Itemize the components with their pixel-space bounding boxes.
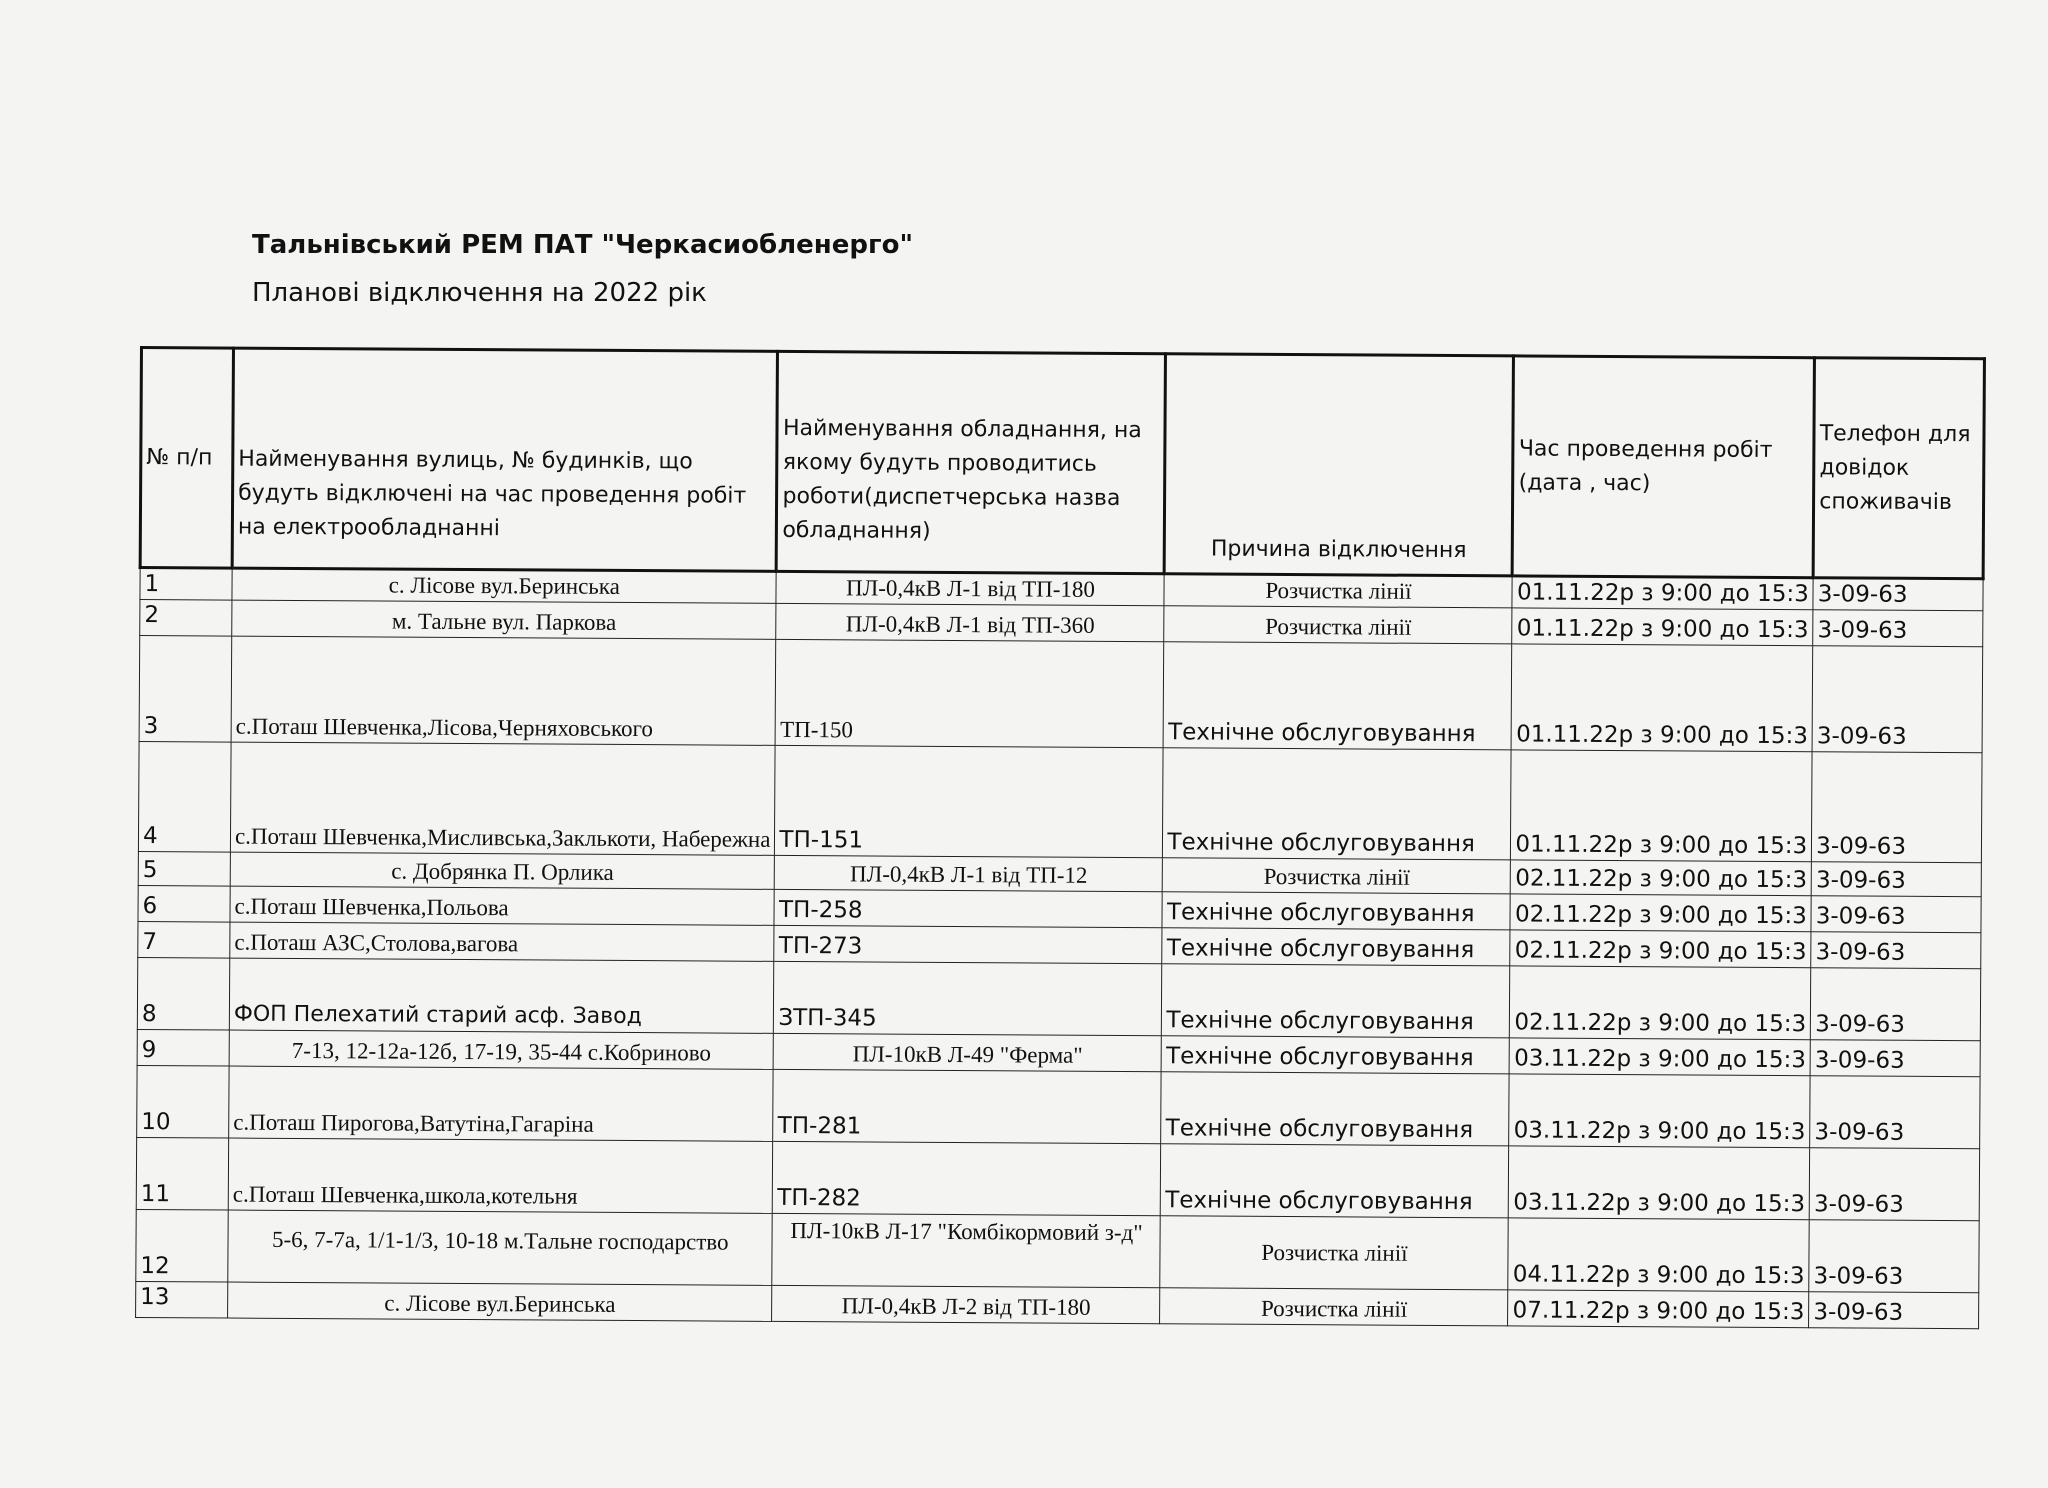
row-number: 12 bbox=[136, 1209, 228, 1282]
table-row bbox=[137, 1065, 1981, 1148]
row-streets: с.Поташ Шевченка,школа,котельня bbox=[228, 1138, 773, 1213]
row-equipment: ТП-258 bbox=[774, 889, 1162, 927]
row-streets: с.Поташ Пирогова,Ватутіна,Гагаріна bbox=[229, 1066, 774, 1141]
row-equipment: ТП-282 bbox=[773, 1141, 1161, 1215]
row-equipment: ТП-273 bbox=[774, 925, 1162, 963]
row-reason: Технічне обслуговування bbox=[1162, 1036, 1510, 1074]
row-number: 11 bbox=[136, 1137, 228, 1210]
row-phone: 3-09-63 bbox=[1812, 752, 1983, 863]
row-streets: с. Добрянка П. Орлика bbox=[230, 852, 775, 889]
row-phone: 3-09-63 bbox=[1810, 1076, 1980, 1149]
header-number: № п/п bbox=[140, 348, 233, 569]
row-reason: Технічне обслуговування bbox=[1162, 964, 1510, 1038]
table-row bbox=[136, 1137, 1980, 1220]
row-number: 3 bbox=[139, 636, 232, 743]
row-reason: Розчистка лінії bbox=[1164, 606, 1512, 644]
row-reason: Технічне обслуговування bbox=[1163, 748, 1512, 860]
row-number: 4 bbox=[138, 742, 231, 853]
row-number: 10 bbox=[137, 1065, 229, 1138]
row-equipment: ПЛ-0,4кВ Л-1 від ТП-12 bbox=[775, 855, 1163, 891]
row-reason: Розчистка лінії bbox=[1160, 1216, 1508, 1290]
row-reason: Розчистка лінії bbox=[1160, 1288, 1508, 1326]
row-streets: с. Лісове вул.Беринська bbox=[232, 568, 777, 603]
row-time: 07.11.22р з 9:00 до 15:3 bbox=[1508, 1290, 1809, 1328]
table-row bbox=[136, 1209, 1980, 1292]
row-phone: 3-09-63 bbox=[1809, 1220, 1979, 1293]
header-equipment: Найменування обладнання, на якому будуть проводитись роботи(диспетчерська назва обладнання) bbox=[777, 351, 1166, 573]
row-equipment: ПЛ-0,4кВ Л-1 від ТП-180 bbox=[776, 571, 1164, 605]
row-equipment: ПЛ-0,4кВ Л-2 від ТП-180 bbox=[772, 1285, 1160, 1323]
row-streets: с.Поташ АЗС,Столова,вагова bbox=[230, 922, 775, 961]
outage-schedule-table bbox=[134, 346, 1986, 1329]
row-time: 01.11.22р з 9:00 до 15:3 bbox=[1511, 750, 1812, 862]
row-phone: 3-09-63 bbox=[1811, 932, 1981, 969]
row-reason: Технічне обслуговування bbox=[1162, 892, 1510, 930]
table-row bbox=[138, 742, 1982, 863]
row-time: 02.11.22р з 9:00 до 15:3 bbox=[1510, 930, 1811, 968]
row-reason: Розчистка лінії bbox=[1163, 858, 1511, 894]
table-row bbox=[139, 636, 1983, 753]
row-streets: с.Поташ Шевченка,Мисливська,Заклькоти, Набережна bbox=[230, 742, 775, 855]
row-time: 01.11.22р з 9:00 до 15:3 bbox=[1512, 644, 1813, 752]
row-reason: Технічне обслуговування bbox=[1164, 642, 1513, 750]
row-time: 04.11.22р з 9:00 до 15:3 bbox=[1508, 1218, 1809, 1292]
row-number: 6 bbox=[138, 885, 230, 922]
row-number: 8 bbox=[137, 957, 229, 1030]
row-streets: с.Поташ Шевченка,Лісова,Черняховського bbox=[231, 636, 776, 745]
row-number: 2 bbox=[140, 600, 232, 637]
row-equipment: ТП-150 bbox=[776, 639, 1165, 747]
row-reason: Технічне обслуговування bbox=[1162, 928, 1510, 966]
row-phone: 3-09-63 bbox=[1813, 610, 1983, 647]
header-phone: Телефон для довідок споживачів bbox=[1813, 358, 1984, 579]
document-subtitle: Планові відключення на 2022 рік bbox=[252, 278, 707, 308]
row-equipment: ПЛ-10кВ Л-17 "Комбікормовий з-д" bbox=[772, 1213, 1160, 1287]
header-reason: Причина відключення bbox=[1165, 354, 1514, 576]
row-streets: с. Лісове вул.Беринська bbox=[228, 1282, 773, 1321]
row-phone: 3-09-63 bbox=[1809, 1292, 1979, 1329]
row-number: 7 bbox=[138, 921, 230, 958]
row-time: 01.11.22р з 9:00 до 15:3 bbox=[1512, 576, 1813, 610]
row-phone: 3-09-63 bbox=[1811, 862, 1981, 897]
row-time: 01.11.22р з 9:00 до 15:3 bbox=[1512, 608, 1813, 646]
row-equipment: ЗТП-345 bbox=[774, 961, 1162, 1035]
row-streets: ФОП Пелехатий старий асф. Завод bbox=[229, 958, 774, 1033]
header-time: Час проведення робіт (дата , час) bbox=[1513, 356, 1815, 578]
header-streets: Найменування вулиць, № будинків, що будуть відключені на час проведення робіт на електрообладнанні bbox=[232, 348, 778, 571]
row-equipment: ПЛ-0,4кВ Л-1 від ТП-360 bbox=[776, 603, 1164, 641]
row-equipment: ТП-281 bbox=[773, 1069, 1161, 1143]
row-phone: 3-09-63 bbox=[1812, 646, 1983, 753]
row-time: 03.11.22р з 9:00 до 15:3 bbox=[1510, 1038, 1811, 1076]
row-reason: Технічне обслуговування bbox=[1161, 1072, 1509, 1146]
row-time: 03.11.22р з 9:00 до 15:3 bbox=[1509, 1146, 1810, 1220]
row-streets: 7-13, 12-12а-12б, 17-19, 35-44 с.Кобриново bbox=[229, 1030, 774, 1069]
table-row bbox=[137, 957, 1981, 1040]
row-time: 02.11.22р з 9:00 до 15:3 bbox=[1511, 860, 1812, 896]
row-phone: 3-09-63 bbox=[1810, 1040, 1980, 1077]
row-phone: 3-09-63 bbox=[1813, 578, 1983, 611]
row-phone: 3-09-63 bbox=[1811, 896, 1981, 933]
row-number: 9 bbox=[137, 1029, 229, 1066]
row-equipment: ПЛ-10кВ Л-49 "Ферма" bbox=[774, 1033, 1162, 1071]
row-phone: 3-09-63 bbox=[1809, 1148, 1979, 1221]
row-time: 02.11.22р з 9:00 до 15:3 bbox=[1510, 894, 1811, 932]
row-equipment: ТП-151 bbox=[775, 745, 1164, 857]
row-number: 1 bbox=[140, 568, 232, 601]
row-number: 13 bbox=[136, 1281, 228, 1318]
row-phone: 3-09-63 bbox=[1811, 968, 1981, 1041]
row-time: 03.11.22р з 9:00 до 15:3 bbox=[1509, 1074, 1810, 1148]
row-reason: Розчистка лінії bbox=[1164, 574, 1512, 608]
row-streets: с.Поташ Шевченка,Польова bbox=[230, 886, 775, 925]
row-time: 02.11.22р з 9:00 до 15:3 bbox=[1510, 966, 1811, 1040]
row-number: 5 bbox=[138, 851, 230, 886]
row-streets: м. Тальне вул. Паркова bbox=[232, 600, 777, 639]
row-reason: Технічне обслуговування bbox=[1161, 1144, 1509, 1218]
row-streets: 5-6, 7-7а, 1/1-1/3, 10-18 м.Тальне господарство bbox=[228, 1210, 773, 1285]
table-header-row bbox=[140, 348, 1985, 579]
document-title: Тальнівський РЕМ ПАТ "Черкасиобленерго" bbox=[252, 230, 914, 260]
